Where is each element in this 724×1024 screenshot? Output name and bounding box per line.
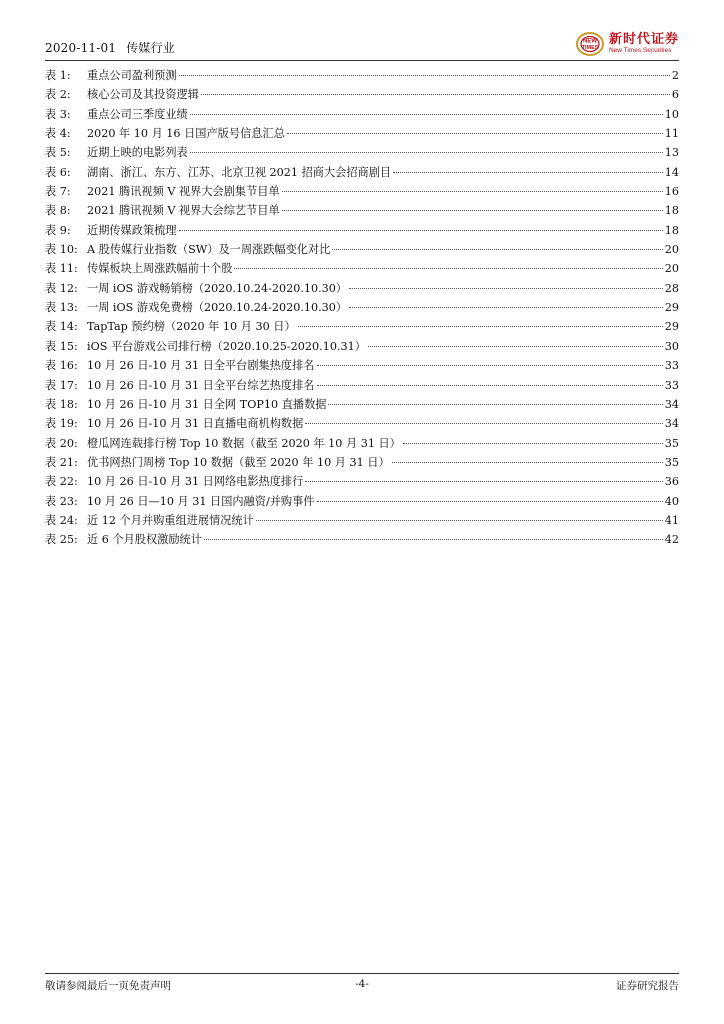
toc-entry[interactable] [45, 299, 679, 318]
toc-entry-page[interactable]: 18 [664, 204, 679, 218]
toc-dot-leader [282, 191, 663, 192]
toc-entry[interactable] [45, 473, 679, 492]
toc-entry-title[interactable]: 近期传媒政策梳理 [87, 223, 177, 237]
toc-dot-leader [234, 268, 662, 269]
toc-dot-leader [287, 133, 663, 134]
toc-entry-page[interactable]: 33 [664, 378, 679, 392]
toc-entry[interactable] [45, 493, 679, 512]
toc-dot-leader [204, 539, 663, 540]
toc-entry-label: 表 5: [45, 146, 71, 160]
toc-dot-leader [317, 385, 663, 386]
toc-entry-label: 表 7: [45, 185, 71, 199]
toc-dot-leader [190, 114, 663, 115]
toc-entry-label: 表 16: [45, 359, 78, 373]
toc-entry-page[interactable]: 36 [664, 475, 679, 489]
toc-entry-label: 表 21: [45, 455, 78, 469]
new-times-logo-icon [575, 31, 605, 57]
toc-entry[interactable] [45, 164, 679, 183]
toc-entry[interactable] [45, 125, 679, 144]
company-logo [575, 28, 679, 60]
toc-entry-page[interactable]: 14 [664, 165, 679, 179]
toc-entry-label: 表 24: [45, 513, 78, 527]
toc-dot-leader [393, 172, 663, 173]
toc-entry-label: 表 8: [45, 204, 71, 218]
page-footer [45, 978, 679, 994]
toc-entry-label: 表 25: [45, 533, 78, 547]
toc-entry[interactable] [45, 415, 679, 434]
toc-entry-label: 表 11: [45, 262, 78, 276]
header-divider [45, 60, 679, 61]
toc-dot-leader [179, 75, 670, 76]
toc-entry-title[interactable]: iOS 平台游戏公司排行榜（2020.10.25-2020.10.31） [87, 339, 366, 353]
toc-entry-title[interactable]: 一周 iOS 游戏免费榜（2020.10.24-2020.10.30） [87, 301, 348, 315]
toc-entry[interactable] [45, 377, 679, 396]
toc-dot-leader [328, 404, 662, 405]
toc-dot-leader [317, 501, 663, 502]
toc-entry-title[interactable]: 10 月 26 日—10 月 31 日国内融资/并购事件 [87, 494, 315, 508]
toc-entry-label: 表 23: [45, 494, 78, 508]
toc-entry[interactable] [45, 144, 679, 163]
toc-entry-page[interactable]: 29 [664, 301, 679, 315]
toc-entry-title[interactable]: 近 12 个月并购重组进展情况统计 [87, 513, 254, 527]
toc-entry-label: 表 12: [45, 281, 78, 295]
toc-entry-page[interactable]: 20 [664, 243, 679, 257]
header-info [45, 39, 181, 56]
toc-dot-leader [305, 481, 662, 482]
toc-entry-title[interactable]: 2021 腾讯视频 V 视界大会综艺节目单 [87, 204, 280, 218]
toc-entry-page[interactable]: 33 [664, 359, 679, 373]
table-of-tables [45, 67, 679, 551]
toc-entry-page[interactable]: 18 [664, 223, 679, 237]
toc-entry-label: 表 10: [45, 243, 78, 257]
toc-entry-title[interactable]: TapTap 预约榜（2020 年 10 月 30 日） [87, 320, 296, 334]
toc-entry-page[interactable]: 35 [664, 436, 679, 450]
svg-text:TIMES: TIMES [581, 45, 599, 51]
toc-entry-title[interactable]: 近 6 个月股权激励统计 [87, 533, 202, 547]
toc-entry-label: 表 19: [45, 417, 78, 431]
toc-dot-leader [190, 152, 663, 153]
toc-entry-label: 表 2: [45, 88, 71, 102]
toc-dot-leader [317, 365, 663, 366]
toc-entry-page[interactable]: 13 [664, 146, 679, 160]
toc-entry-page[interactable]: 11 [664, 127, 679, 141]
toc-entry-page[interactable]: 40 [664, 494, 679, 508]
toc-entry[interactable] [45, 338, 679, 357]
toc-entry-title[interactable]: 10 月 26 日-10 月 31 日全平台综艺热度排名 [87, 378, 315, 392]
toc-entry-title[interactable]: 10 月 26 日-10 月 31 日全平台剧集热度排名 [87, 359, 315, 373]
toc-dot-leader [305, 423, 662, 424]
toc-entry[interactable] [45, 396, 679, 415]
toc-dot-leader [298, 326, 663, 327]
toc-entry-title[interactable]: 10 月 26 日-10 月 31 日全网 TOP10 直播数据 [87, 397, 327, 411]
toc-entry-page[interactable]: 35 [664, 455, 679, 469]
toc-entry-page[interactable]: 34 [664, 417, 679, 431]
toc-entry-title[interactable]: 湖南、浙江、东方、江苏、北京卫视 2021 招商大会招商剧目 [87, 165, 392, 179]
toc-dot-leader [392, 462, 663, 463]
toc-entry-title[interactable]: 10 月 26 日-10 月 31 日网络电影热度排行 [87, 475, 304, 489]
report-date: 2020-11-01 [45, 41, 117, 55]
toc-entry-title[interactable]: 优书网热门周榜 Top 10 数据（截至 2020 年 10 月 31 日） [87, 455, 390, 469]
toc-entry-label: 表 17: [45, 378, 78, 392]
toc-entry-page[interactable]: 28 [664, 281, 679, 295]
toc-entry-label: 表 20: [45, 436, 78, 450]
toc-entry[interactable] [45, 202, 679, 221]
toc-entry[interactable] [45, 435, 679, 454]
toc-entry-page[interactable]: 30 [664, 339, 679, 353]
toc-entry[interactable] [45, 357, 679, 376]
toc-dot-leader [403, 443, 663, 444]
toc-entry-title[interactable]: A 股传媒行业指数（SW）及一周涨跌幅变化对比 [87, 243, 331, 257]
toc-dot-leader [349, 288, 663, 289]
toc-entry-label: 表 4: [45, 127, 71, 141]
toc-entry-title[interactable]: 2020 年 10 月 16 日国产版号信息汇总 [87, 127, 285, 141]
toc-entry-page[interactable]: 34 [664, 397, 679, 411]
toc-dot-leader [368, 346, 663, 347]
toc-entry-label: 表 13: [45, 301, 78, 315]
toc-entry-page[interactable]: 6 [671, 88, 679, 102]
toc-entry[interactable] [45, 241, 679, 260]
toc-entry-label: 表 14: [45, 320, 78, 334]
toc-entry-label: 表 15: [45, 339, 78, 353]
toc-entry[interactable] [45, 280, 679, 299]
toc-dot-leader [332, 249, 662, 250]
toc-entry-title[interactable]: 传媒板块上周涨跌幅前十个股 [87, 262, 233, 276]
footer-disclaimer: 敬请参阅最后一页免责声明 [45, 980, 171, 992]
logo-cn-text: 新时代证券 [608, 32, 679, 48]
toc-entry-label: 表 1: [45, 69, 71, 82]
toc-entry-label: 表 6: [45, 165, 71, 179]
toc-entry-title[interactable]: 核心公司及其投资逻辑 [87, 88, 199, 102]
toc-entry-page[interactable]: 2 [671, 69, 679, 82]
toc-dot-leader [282, 210, 663, 211]
toc-entry-page[interactable]: 42 [664, 533, 679, 547]
toc-entry-title[interactable]: 2021 腾讯视频 V 视界大会剧集节目单 [87, 185, 280, 199]
page-header [45, 28, 679, 60]
logo-en-text: New Times Securities [608, 47, 672, 55]
toc-entry-title[interactable]: 一周 iOS 游戏畅销榜（2020.10.24-2020.10.30） [87, 281, 348, 295]
toc-entry-title[interactable]: 近期上映的电影列表 [87, 146, 188, 160]
toc-entry-page[interactable]: 20 [664, 262, 679, 276]
toc-entry[interactable] [45, 106, 679, 125]
page-number: -4- [355, 978, 369, 990]
toc-entry[interactable] [45, 222, 679, 241]
footer-report-type: 证券研究报告 [616, 980, 679, 992]
toc-entry-title[interactable]: 重点公司盈利预测 [87, 69, 177, 82]
toc-dot-leader [256, 520, 663, 521]
toc-entry-page[interactable]: 29 [664, 320, 679, 334]
toc-entry-title[interactable]: 重点公司三季度业绩 [87, 107, 188, 121]
toc-entry[interactable] [45, 318, 679, 337]
report-sector: 传媒行业 [126, 41, 176, 55]
toc-entry-page[interactable]: 10 [664, 107, 679, 121]
toc-entry-label: 表 3: [45, 107, 71, 121]
toc-entry-label: 表 9: [45, 223, 71, 237]
toc-entry[interactable] [45, 86, 679, 105]
toc-entry-title[interactable]: 10 月 26 日-10 月 31 日直播电商机构数据 [87, 417, 304, 431]
svg-text:NEW: NEW [582, 38, 597, 45]
toc-dot-leader [349, 307, 663, 308]
toc-entry[interactable] [45, 454, 679, 473]
toc-entry-label: 表 18: [45, 397, 78, 411]
toc-entry[interactable] [45, 512, 679, 531]
toc-entry[interactable] [45, 67, 679, 86]
toc-dot-leader [201, 94, 670, 95]
toc-entry-page[interactable]: 16 [664, 185, 679, 199]
toc-entry[interactable] [45, 531, 679, 550]
toc-entry-label: 表 22: [45, 475, 78, 489]
toc-entry-page[interactable]: 41 [664, 513, 679, 527]
toc-entry[interactable] [45, 183, 679, 202]
toc-dot-leader [179, 230, 663, 231]
toc-entry[interactable] [45, 260, 679, 279]
toc-entry-title[interactable]: 橙瓜网连载排行榜 Top 10 数据（截至 2020 年 10 月 31 日） [87, 436, 401, 450]
footer-divider [45, 973, 679, 974]
